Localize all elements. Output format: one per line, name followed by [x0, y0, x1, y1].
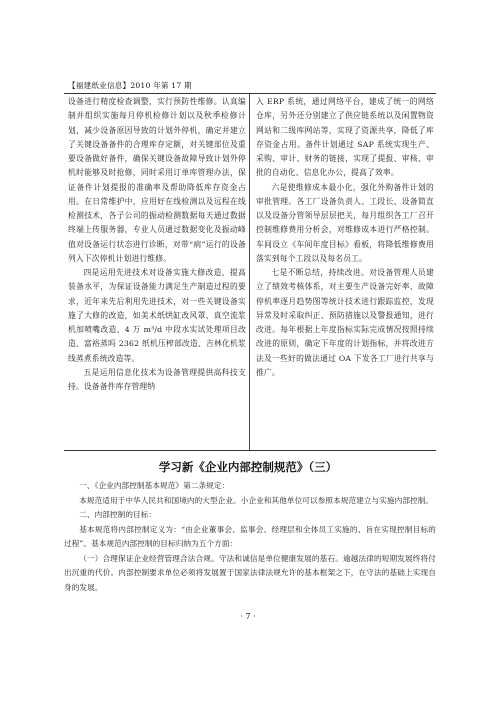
left-paragraph-3: 五是运用信息化技术为设备管理提供高科技支持。设备备件库存管理纳: [68, 367, 246, 391]
left-column: [68, 95, 246, 394]
article-line-4: 基本规范将内部控制定义为：“由企业董事会、监事会、经理层和全体员工实施的、旨在实现控制目标的过程”。基本规范内部控制的目标归纳为五个方面：: [64, 524, 436, 548]
article-title: 学习新《企业内部控制规范》（三）: [158, 460, 338, 474]
column-divider: [249, 94, 250, 450]
right-paragraph-2: 六是使维修成本最小化，强化外购备件计划的审批管理。各工厂设备负责人、工段长、设备简直以及设备分管领导层层把关，每月组织各工厂召开控制维修费用分析会，对维修成本进行严格控制。车间设立《车间年度目标》看板，将降低维修费用落实到每个工段以及每名员工。: [256, 182, 434, 263]
right-column: [256, 95, 434, 380]
header-rule: [64, 93, 436, 94]
left-paragraph-2: 四是运用先进技术对设备实施大修改造，提高装备水平，为保证设备能力满足生产制造过程的要求，近年来先后利用先进技术，对一些关键设备实施了大修的改造，如美术纸烘缸改风罩、真空流浆机加喷嘴改造、4 万 m³/d 中段水实试处理项目改造、富裕蒸吗 2362 纸机压榨部改造、吉林化机浆线蒸煮系统改造等。: [68, 268, 246, 363]
article-line-1: 一、《企业内部控制基本规范》第二条规定：: [79, 481, 230, 490]
section-rule: [64, 450, 436, 451]
article-body: [64, 479, 436, 595]
right-paragraph-1: 入 ERP 系统，通过网络平台，建成了统一的网络仓库，另外还分别建立了供应链系统以及闲置物资网站和二级库网站等，实现了资源共享，降低了库存资金占用。备件计划通过 SAP 系统实现生产、采购、审计、财务的链接，实现了提报、审核、审批的自动化、信息化办公，提高了效率。: [256, 97, 434, 178]
article-line-3: 二、内部控制的目标：: [79, 510, 157, 519]
page-number: · 7 ·: [240, 612, 256, 621]
article-line-5: （一）合理保证企业经营管理合法合规。守法和诚信是单位健康发展的基石。逾越法律的短期发展终将付出沉重的代价。内部控制要求单位必须将发展置于国家法律法规允许的基本框架之下，在守法的基础上实现自身的发展。: [64, 553, 436, 592]
journal-header: 【福建纸业信息】2010 年第 17 期: [68, 81, 192, 90]
left-paragraph-1: 设备进行精度检查调整，实行预防性维修。认真编制并组织实施每月停机检修计划以及秋季检修计划，减少设备原因导致的计划外停机，确定并建立了关键设备备件的合理库存定额，对关键部位及重要设备做好备件，确保关键设备故障导致计划外停机时能够及时抢修，同时采用订单库管理办法，保证备件计划提报的准确率及帮助降低库存资金占用。在日常维护中，应用好在线检测以及远程在线检测技术，各子公司的振动检测数据每天通过数据终端上传服务器，专业人员通过数据变化及振动峰值对设备运行状态进行诊断，对带“病”运行的设备列入下次停机计划进行维修。: [68, 97, 246, 263]
article-line-2: 本规范适用于中华人民共和国境内的大型企业。小企业和其他单位可以参照本规范建立与实施内部控制。: [79, 495, 434, 505]
right-paragraph-3: 七是不断总结，持续改进。对设备管理人员建立了绩效考核体系，对主要生产设备完好率、故障停机率逐月趋势图等统计技术进行跟踪监控，发现异常及时采取纠正、预防措施以及警报通知，进行改进。每年根据上年度指标实际完成情况按照持续改进的原则，确定下年度的计划指标，并将改进方法及一些好的做法通过 OA 下发各工厂进行共享与推广。: [256, 268, 434, 377]
